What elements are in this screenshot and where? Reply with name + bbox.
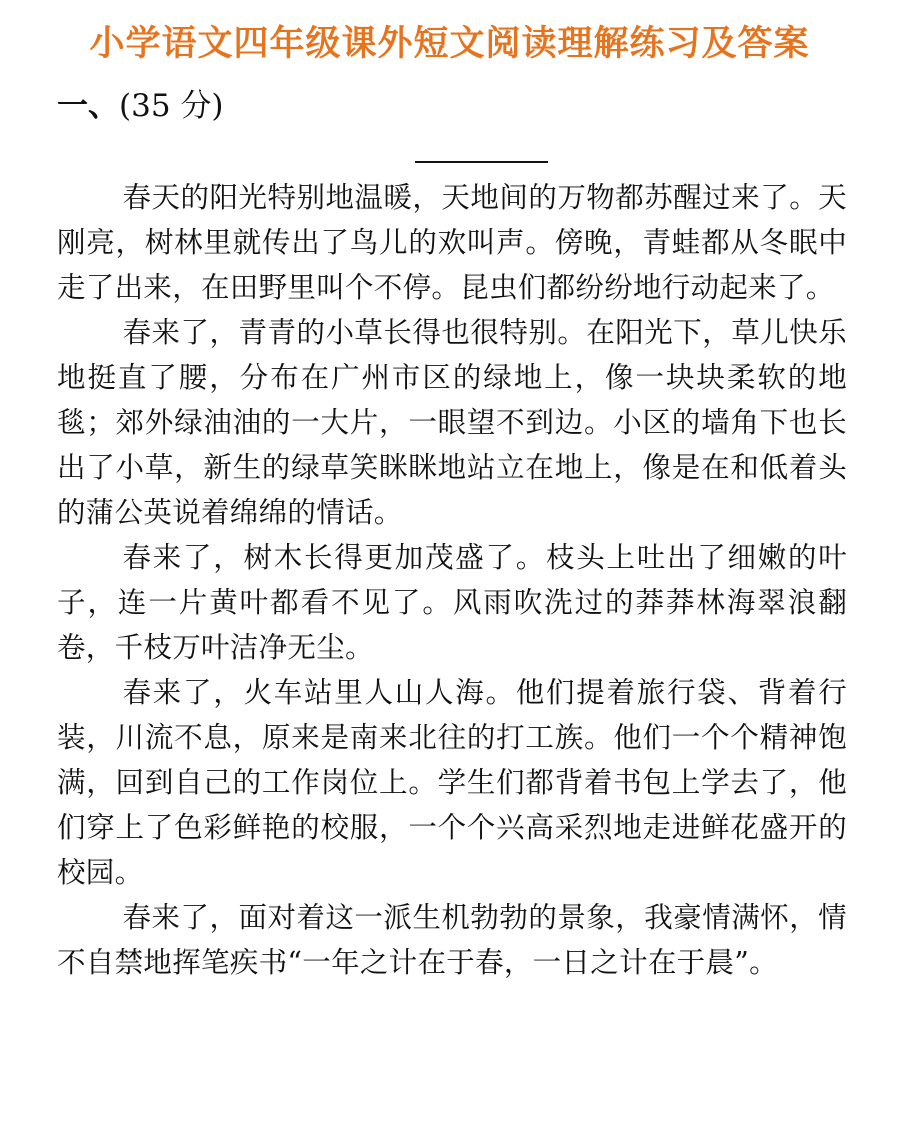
passage-paragraph-1: 春天的阳光特别地温暖，天地间的万物都苏醒过来了。天刚亮，树林里就传出了鸟儿的欢叫声。傍晚，青蛙都从冬眠中走了出来，在田野里叫个不停。昆虫们都纷纷地行动起来了。 (57, 181, 847, 304)
passage-paragraph-5: 春来了，面对着这一派生机勃勃的景象，我豪情满怀，情不自禁地挥笔疾书“一年之计在于春，一日之计在于晨”。 (57, 901, 847, 979)
passage-paragraph-2: 春来了，青青的小草长得也很特别。在阳光下，草儿快乐地挺直了腰，分布在广州市区的绿地上，像一块块柔软的地毯；郊外绿油油的一大片，一眼望不到边。小区的墙角下也长出了小草，新生的绿草笑眯眯地站立在地上，像是在和低着头的蒲公英说着绵绵的情话。 (57, 316, 847, 529)
reading-passage (57, 175, 847, 985)
section-number: 一、 (57, 88, 119, 124)
document-title: 小学语文四年级课外短文阅读理解练习及答案 (89, 24, 810, 64)
passage-paragraph-3: 春来了，树木长得更加茂盛了。枝头上吐出了细嫩的叶子，连一片黄叶都看不见了。风雨吹洗过的莽莽林海翠浪翻卷，千枝万叶洁净无尘。 (57, 541, 847, 664)
passage-paragraph-4: 春来了，火车站里人山人海。他们提着旅行袋、背着行装，川流不息，原来是南来北往的打工族。他们一个个精神饱满，回到自己的工作岗位上。学生们都背着书包上学去了，他们穿上了色彩鲜艳的校服，一个个兴高采烈地走进鲜花盛开的校园。 (57, 676, 847, 889)
title-blank-line (415, 161, 548, 163)
section-heading (57, 86, 224, 126)
section-points: (35 分) (119, 88, 224, 124)
